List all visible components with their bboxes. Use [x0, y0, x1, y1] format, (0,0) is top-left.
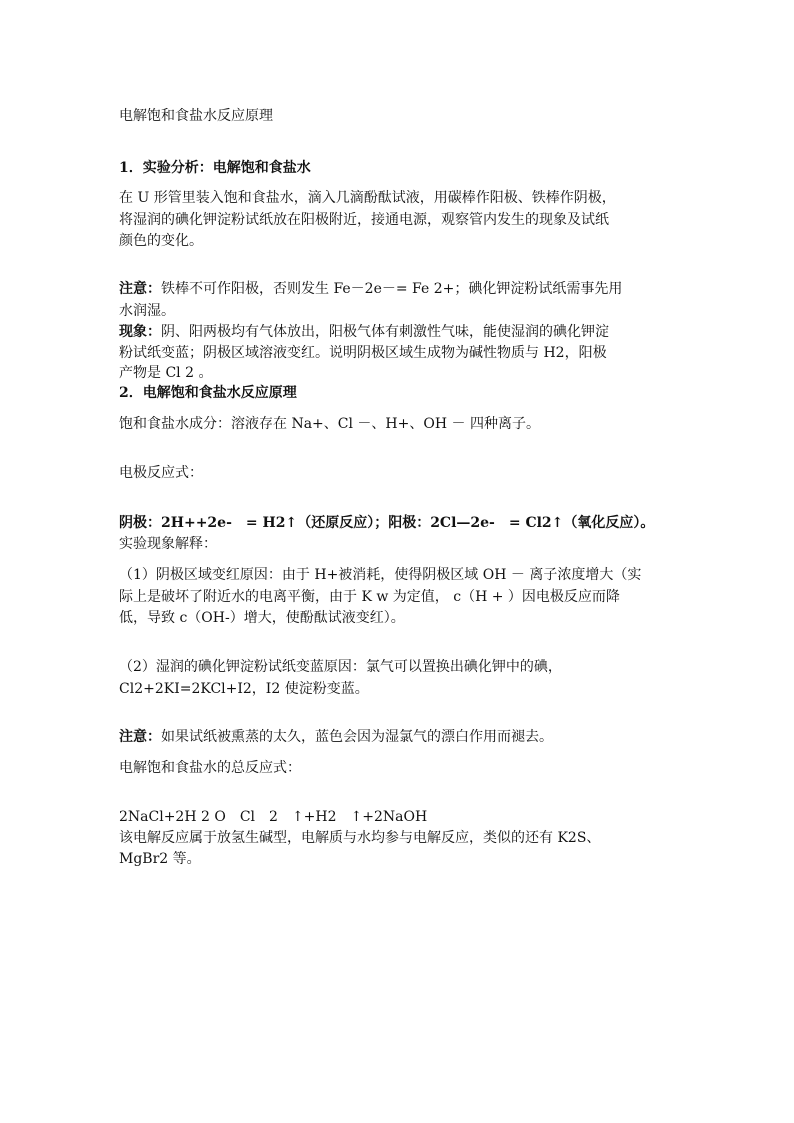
explanation1-line-2: 际上是破坏了附近水的电离平衡，由于 K w 为定值， c（H + ）因电极反应而降 [119, 589, 620, 605]
electrode-heading: 电极反应式： [119, 465, 203, 481]
phenomenon-text-1: 阴、阳两极均有气体放出，阳极气体有刺激性气味，能使湿润的碘化钾淀 [161, 324, 609, 340]
procedure-line-2: 将湿润的碘化钾淀粉试纸放在阳极附近，接通电源，观察管内发生的现象及试纸 [119, 212, 609, 228]
explanation-heading: 实验现象解释： [119, 536, 217, 552]
phenomenon-line-3: 产物是 Cl 2 。 [119, 365, 213, 381]
procedure-line-3: 颜色的变化。 [119, 233, 203, 249]
note-label: 注意： [119, 281, 161, 297]
note2-label: 注意： [119, 729, 161, 745]
explanation2-line-1: （2）湿润的碘化钾淀粉试纸变蓝原因：氯气可以置换出碘化钾中的碘， [119, 659, 562, 675]
note2-line [119, 727, 553, 747]
explanation1-line-1: （1）阴极区域变红原因：由于 H+被消耗，使得阴极区域 OH － 离子浓度增大（实 [119, 567, 642, 583]
conclusion-line-2: MgBr2 等。 [119, 851, 201, 867]
explanation2-line-2: Cl2+2KI=2KCl+I2，I2 使淀粉变蓝。 [119, 681, 369, 697]
explanation1-line-3: 低，导致 c（OH-）增大，使酚酞试液变红）。 [119, 610, 405, 626]
total-equation: 2NaCl+2H 2 O Cl 2 ↑+H2 ↑+2NaOH [119, 809, 428, 825]
procedure-line-1: 在 U 形管里装入饱和食盐水，滴入几滴酚酞试液，用碳棒作阳极、铁棒作阴极， [119, 190, 616, 206]
document-title: 电解饱和食盐水反应原理 [119, 108, 273, 124]
total-heading: 电解饱和食盐水的总反应式： [119, 760, 301, 776]
composition-line: 饱和食盐水成分：溶液存在 Na+、Cl －、H+、OH － 四种离子。 [119, 416, 540, 432]
electrode-equation: 阴极：2H++2e- = H2↑（还原反应）；阳极：2Cl—2e- = Cl2↑（氧化反应）。 [119, 515, 655, 531]
phenomenon-label: 现象： [119, 324, 161, 340]
note-line-2: 水润湿。 [119, 303, 175, 319]
section2-heading: 2．电解饱和食盐水反应原理 [119, 385, 297, 401]
note-text-1: 铁棒不可作阳极，否则发生 Fe－2e－= Fe 2+；碘化钾淀粉试纸需事先用 [161, 281, 623, 297]
phenomenon-line-1 [119, 322, 609, 342]
conclusion-line-1: 该电解反应属于放氢生碱型，电解质与水均参与电解反应，类似的还有 K2S、 [119, 830, 601, 846]
section1-heading: 1．实验分析：电解饱和食盐水 [119, 160, 311, 176]
note2-text: 如果试纸被熏蒸的太久，蓝色会因为湿氯气的漂白作用而褪去。 [161, 729, 553, 745]
phenomenon-line-2: 粉试纸变蓝；阴极区域溶液变红。说明阴极区域生成物为碱性物质与 H2，阳极 [119, 345, 607, 361]
note-line-1 [119, 279, 622, 299]
